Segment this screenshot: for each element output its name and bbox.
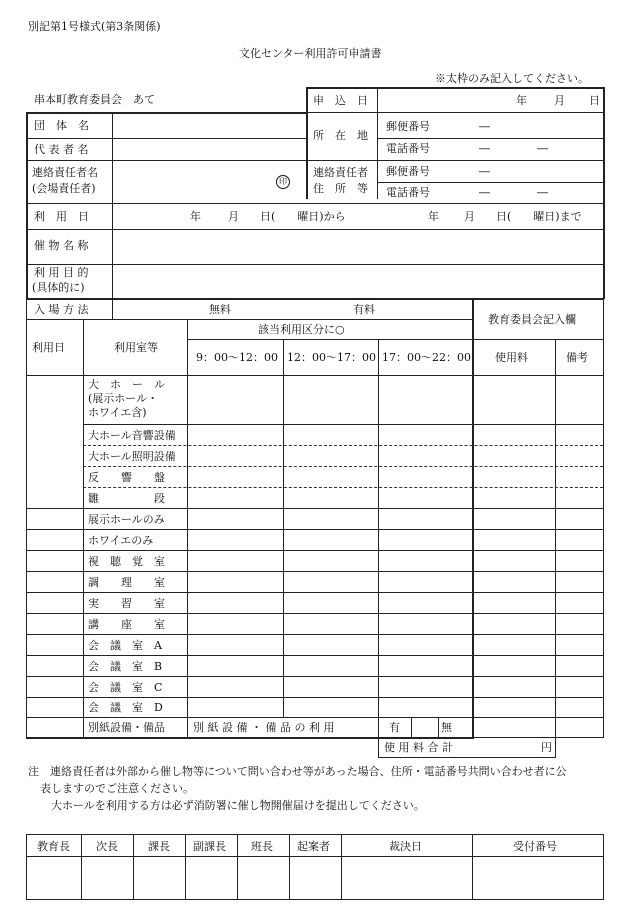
col-room: 利用室等 — [114, 341, 158, 354]
entry-free: 無料 — [209, 303, 231, 316]
col-use-date: 利用日 — [32, 341, 65, 354]
form-title: 文化センター利用許可申請書 — [239, 47, 382, 60]
phone-dash-2: ― — [537, 142, 548, 155]
entry-method-label: 入 場 方 法 — [34, 303, 89, 316]
seal-mark: 印 — [276, 175, 290, 189]
event-name-label: 催 物 名 称 — [34, 239, 89, 252]
purpose-detail-label: (具体的に) — [32, 281, 85, 294]
room-meeting-a: 会 議 室 A — [88, 639, 162, 652]
bold-frame-note: ※太枠のみ記入してください。 — [435, 72, 589, 85]
room-extra-equipment: 別紙設備・備品 — [88, 721, 165, 734]
room-reflector: 反 響 盤 — [88, 471, 165, 484]
venue-manager-label: (会場責任者) — [32, 182, 96, 195]
slot-afternoon: 12：00～17：00 — [287, 351, 376, 364]
approval-receipt-number: 受付番号 — [513, 840, 557, 853]
org-name-label: 団 体 名 — [34, 119, 89, 132]
yen-unit: 円 — [541, 741, 552, 754]
slot-morning: 9：00～12：00 — [196, 351, 278, 364]
fee-total-label: 使 用 料 合 計 — [384, 741, 453, 754]
extra-no: 無 — [441, 721, 452, 734]
from-year: 年 — [190, 210, 201, 223]
phone-dash-1: ― — [479, 142, 490, 155]
slot-evening: 17：00～22：00 — [382, 351, 471, 364]
room-meeting-d: 会 議 室 D — [88, 701, 163, 714]
approval-decision-date: 裁決日 — [389, 840, 422, 853]
approval-team-leader: 班長 — [251, 840, 273, 853]
entry-paid: 有料 — [353, 303, 375, 316]
room-meeting-c: 会 議 室 C — [88, 681, 163, 694]
apply-month-unit: 月 — [554, 94, 565, 107]
purpose-label: 利 用 目 的 — [34, 266, 89, 279]
contact-person-label: 連絡責任者名 — [32, 166, 98, 179]
to-year: 年 — [428, 210, 439, 223]
room-lecture: 講 座 室 — [88, 618, 165, 631]
approval-chief: 課長 — [148, 840, 170, 853]
apply-year-unit: 年 — [516, 94, 527, 107]
room-hall-lighting: 大ホール照明設備 — [88, 450, 176, 463]
extra-yes: 有 — [389, 721, 400, 734]
approval-vice-chief: 副課長 — [193, 840, 226, 853]
from-month: 月 — [228, 210, 239, 223]
fee-col: 使用料 — [495, 351, 528, 364]
contact-phone-dash-2: ― — [537, 186, 548, 199]
from-day: 日( 曜日)から — [260, 210, 346, 223]
address-label: 所 在 地 — [313, 129, 368, 142]
room-practice: 実 習 室 — [88, 597, 165, 610]
remarks-col: 備考 — [566, 351, 588, 364]
room-meeting-b: 会 議 室 B — [88, 660, 163, 673]
room-foyer: ホワイエのみ — [88, 534, 154, 547]
board-header: 教育委員会記入欄 — [488, 313, 576, 326]
postal-dash: ― — [479, 120, 490, 133]
room-main-hall: 大 ホ ー ル — [88, 378, 165, 391]
note-line-1: 注 連絡責任者は外部から催し物等について問い合わせ等があった場合、住所・電話番号共問い合わせ者に公 — [28, 765, 567, 778]
contact-postal-dash: ― — [479, 165, 490, 178]
note-line-2: 表しますのでご注意ください。 — [40, 782, 194, 795]
contact-phone-dash-1: ― — [479, 186, 490, 199]
room-av: 視 聴 覚 室 — [88, 555, 165, 568]
room-risers: 雛 段 — [88, 492, 165, 505]
slot-header: 該当利用区分に○ — [258, 323, 345, 336]
room-main-hall-note-2: ホワイエ含) — [88, 406, 147, 419]
to-day: 日( 曜日)まで — [496, 210, 582, 223]
postal-label: 郵便番号 — [386, 120, 430, 133]
room-exhibition-hall: 展示ホールのみ — [88, 513, 165, 526]
phone-label: 電話番号 — [386, 142, 430, 155]
contact-address-label: 連絡責任者 — [313, 166, 368, 179]
to-month: 月 — [464, 210, 475, 223]
addressee: 串本町教育委員会 あて — [34, 93, 155, 106]
contact-phone-label: 電話番号 — [386, 186, 430, 199]
contact-address-label-2: 住 所 等 — [313, 182, 368, 195]
use-date-label: 利 用 日 — [34, 210, 89, 223]
rep-name-label: 代 表 者 名 — [34, 143, 89, 156]
apply-day-unit: 日 — [589, 94, 600, 107]
note-line-3: 大ホールを利用する方は必ず消防署に催し物開催届けを提出してください。 — [51, 799, 425, 812]
room-main-hall-note-1: (展示ホール・ — [88, 392, 159, 405]
room-cooking: 調 理 室 — [88, 576, 165, 589]
approval-drafter: 起案者 — [297, 840, 330, 853]
approval-deputy: 次長 — [96, 840, 118, 853]
form-number: 別記第1号様式(第3条関係) — [28, 20, 161, 33]
apply-date-label: 申 込 日 — [313, 94, 368, 107]
room-hall-audio: 大ホール音響設備 — [88, 429, 176, 442]
contact-postal-label: 郵便番号 — [386, 165, 430, 178]
extra-equipment-use: 別 紙 設 備 ・ 備 品 の 利 用 — [193, 721, 335, 734]
approval-superintendent: 教育長 — [37, 840, 70, 853]
